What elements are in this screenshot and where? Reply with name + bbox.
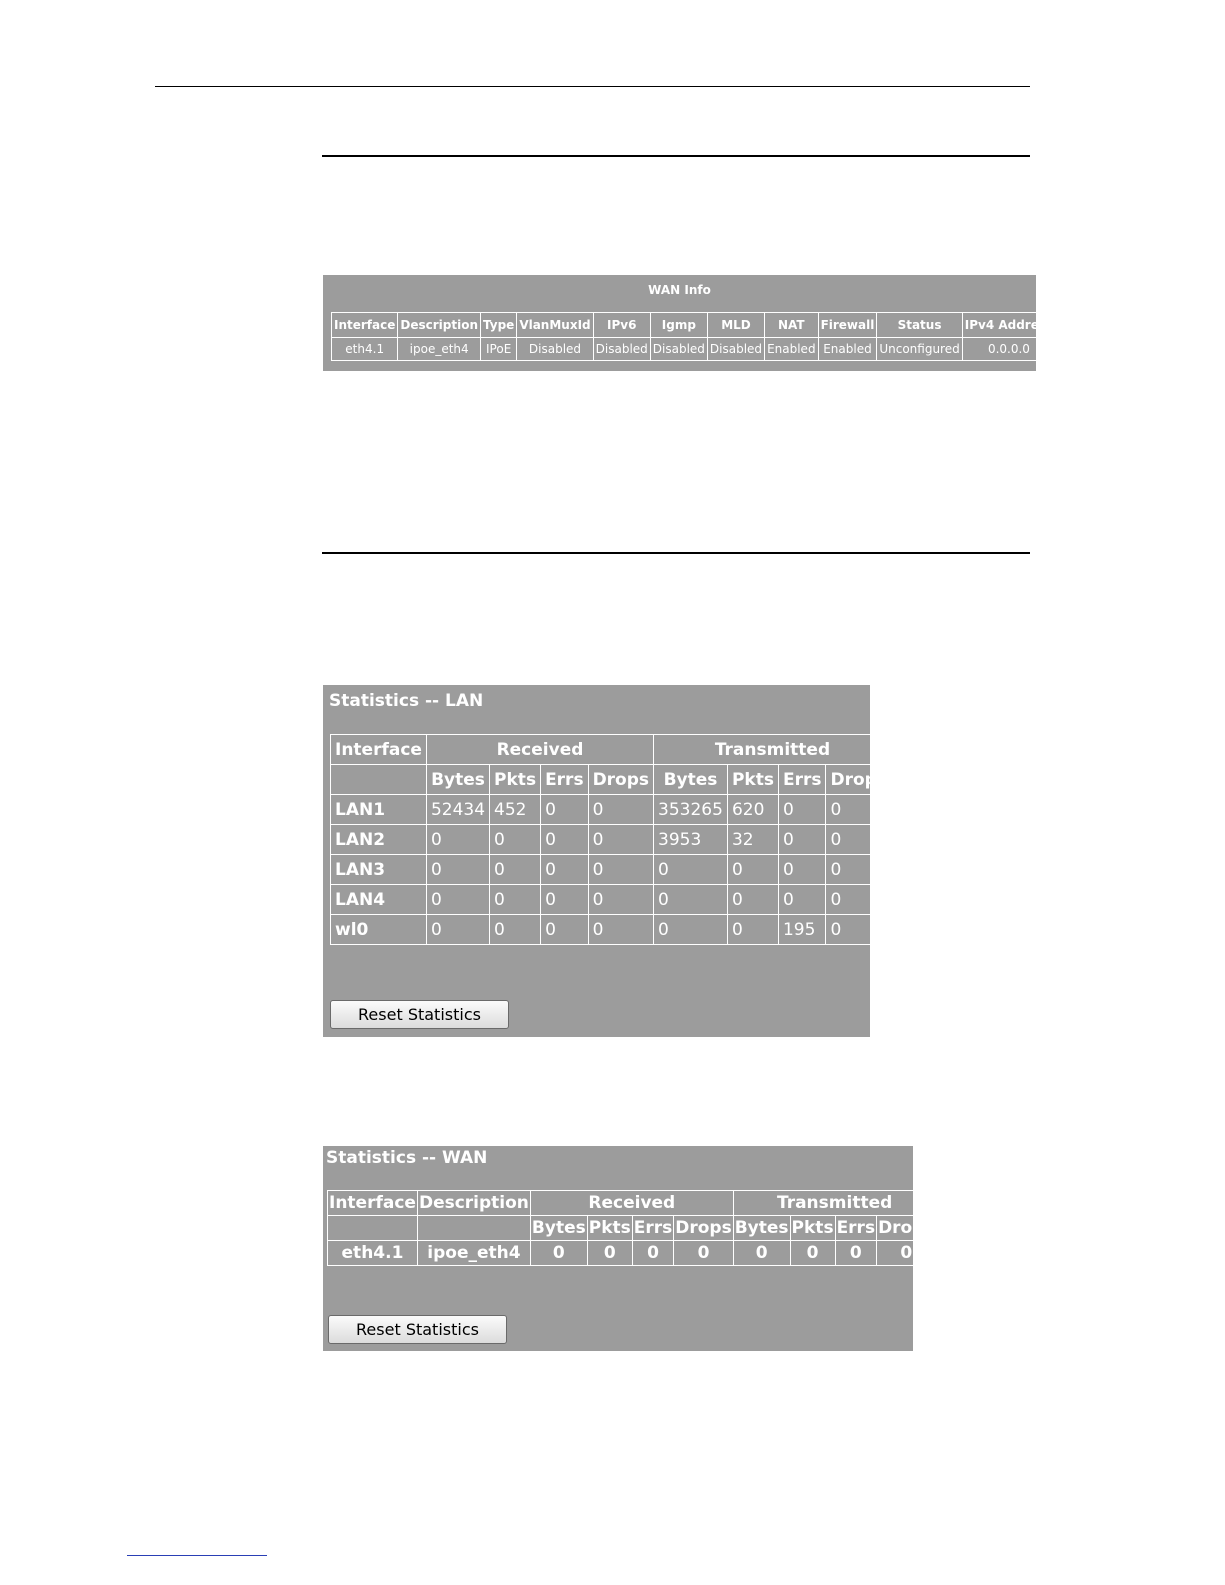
col-empty <box>328 1216 418 1241</box>
cell-rx-drops: 0 <box>588 855 653 885</box>
col-description: Description <box>417 1191 530 1216</box>
cell-rx-pkts: 0 <box>587 1241 632 1266</box>
col-interface: Interface <box>331 735 427 765</box>
cell-interface: eth4.1 <box>328 1241 418 1266</box>
cell-mld: Disabled <box>707 338 764 361</box>
cell-tx-drops: 0 <box>877 1241 936 1266</box>
col-group-transmitted: Transmitted <box>733 1191 936 1216</box>
section-divider-statistics <box>322 552 1030 554</box>
wan-info-table <box>331 312 1056 361</box>
row-interface: LAN2 <box>331 825 427 855</box>
col-ipv6: IPv6 <box>593 313 650 338</box>
cell-rx-drops: 0 <box>588 825 653 855</box>
col-nat: NAT <box>765 313 819 338</box>
statistics-wan-panel <box>323 1146 935 1351</box>
statistics-wan-title: Statistics -- WAN <box>326 1148 488 1168</box>
cell-rx-errs: 0 <box>541 795 589 825</box>
cell-rx-errs: 0 <box>632 1241 674 1266</box>
col-vlanmuxid: VlanMuxId <box>517 313 593 338</box>
col-tx-bytes: Bytes <box>654 765 728 795</box>
cell-description: ipoe_eth4 <box>417 1241 530 1266</box>
wan-subheader-row <box>328 1216 937 1241</box>
col-rx-drops: Drops <box>674 1216 733 1241</box>
col-tx-drops: Drops <box>826 765 891 795</box>
cell-rx-pkts: 452 <box>490 795 541 825</box>
cell-ipv6: Disabled <box>593 338 650 361</box>
col-tx-drops: Drops <box>877 1216 936 1241</box>
col-group-received: Received <box>530 1191 733 1216</box>
cell-rx-errs: 0 <box>541 825 589 855</box>
cell-rx-pkts: 0 <box>490 825 541 855</box>
col-rx-bytes: Bytes <box>530 1216 587 1241</box>
cell-rx-pkts: 0 <box>490 915 541 945</box>
col-rx-bytes: Bytes <box>426 765 489 795</box>
col-tx-bytes: Bytes <box>733 1216 790 1241</box>
reset-statistics-lan-button[interactable]: Reset Statistics <box>330 1000 509 1029</box>
col-igmp: Igmp <box>650 313 707 338</box>
table-row <box>332 338 1056 361</box>
col-group-received: Received <box>426 735 653 765</box>
cell-rx-bytes: 0 <box>426 855 489 885</box>
cell-tx-errs: 0 <box>778 825 826 855</box>
col-tx-errs: Errs <box>835 1216 877 1241</box>
cell-igmp: Disabled <box>650 338 707 361</box>
cell-interface: eth4.1 <box>332 338 398 361</box>
cell-nat: Enabled <box>765 338 819 361</box>
cell-vlanmuxid: Disabled <box>517 338 593 361</box>
col-mld: MLD <box>707 313 764 338</box>
page-header-rule <box>155 86 1030 87</box>
cell-rx-errs: 0 <box>541 915 589 945</box>
cell-tx-errs: 0 <box>778 855 826 885</box>
wan-info-title: WAN Info <box>648 283 711 297</box>
cell-tx-bytes: 3953 <box>654 825 728 855</box>
cell-rx-errs: 0 <box>541 885 589 915</box>
table-row <box>331 825 892 855</box>
cell-rx-bytes: 0 <box>426 915 489 945</box>
cell-tx-pkts: 32 <box>727 825 778 855</box>
cell-rx-drops: 0 <box>674 1241 733 1266</box>
col-status: Status <box>877 313 962 338</box>
section-divider-wan-info <box>322 155 1030 157</box>
cell-tx-bytes: 0 <box>654 915 728 945</box>
col-description: Description <box>398 313 481 338</box>
col-ipv4-address: IPv4 Address <box>962 313 1055 338</box>
wan-info-panel <box>323 275 1054 371</box>
cell-tx-drops: 0 <box>826 855 891 885</box>
cell-tx-pkts: 0 <box>727 885 778 915</box>
cell-rx-errs: 0 <box>541 855 589 885</box>
cell-tx-errs: 0 <box>778 795 826 825</box>
cell-rx-drops: 0 <box>588 915 653 945</box>
cell-tx-pkts: 620 <box>727 795 778 825</box>
col-rx-pkts: Pkts <box>587 1216 632 1241</box>
cell-tx-pkts: 0 <box>727 855 778 885</box>
cell-tx-errs: 195 <box>778 915 826 945</box>
footnote-rule <box>127 1555 267 1556</box>
cell-rx-bytes: 0 <box>530 1241 587 1266</box>
col-rx-errs: Errs <box>541 765 589 795</box>
cell-status: Unconfigured <box>877 338 962 361</box>
cell-tx-drops: 0 <box>826 795 891 825</box>
statistics-lan-panel <box>323 685 887 1037</box>
cell-tx-bytes: 0 <box>733 1241 790 1266</box>
col-type: Type <box>481 313 517 338</box>
row-interface: LAN3 <box>331 855 427 885</box>
row-interface: LAN1 <box>331 795 427 825</box>
col-interface: Interface <box>332 313 398 338</box>
col-rx-pkts: Pkts <box>490 765 541 795</box>
cell-tx-drops: 0 <box>826 885 891 915</box>
statistics-lan-table <box>330 734 892 945</box>
col-rx-drops: Drops <box>588 765 653 795</box>
cell-rx-pkts: 0 <box>490 885 541 915</box>
cell-rx-pkts: 0 <box>490 855 541 885</box>
wan-header-row <box>328 1191 937 1216</box>
col-empty <box>417 1216 530 1241</box>
table-row <box>328 1241 937 1266</box>
cell-firewall: Enabled <box>818 338 877 361</box>
col-tx-pkts: Pkts <box>727 765 778 795</box>
cell-rx-drops: 0 <box>588 795 653 825</box>
cell-tx-errs: 0 <box>835 1241 877 1266</box>
cell-rx-bytes: 0 <box>426 825 489 855</box>
cell-ipv4-address: 0.0.0.0 <box>962 338 1055 361</box>
cell-rx-bytes: 52434 <box>426 795 489 825</box>
cell-tx-bytes: 353265 <box>654 795 728 825</box>
lan-subheader-row <box>331 765 892 795</box>
statistics-lan-title: Statistics -- LAN <box>329 691 484 711</box>
table-row <box>331 855 892 885</box>
cell-tx-bytes: 0 <box>654 885 728 915</box>
table-row <box>331 795 892 825</box>
col-tx-errs: Errs <box>778 765 826 795</box>
table-row <box>331 885 892 915</box>
table-row <box>331 915 892 945</box>
reset-statistics-wan-button[interactable]: Reset Statistics <box>328 1315 507 1344</box>
cell-rx-drops: 0 <box>588 885 653 915</box>
lan-header-row <box>331 735 892 765</box>
col-group-transmitted: Transmitted <box>654 735 892 765</box>
cell-type: IPoE <box>481 338 517 361</box>
cell-tx-errs: 0 <box>778 885 826 915</box>
cell-tx-pkts: 0 <box>790 1241 835 1266</box>
col-firewall: Firewall <box>818 313 877 338</box>
cell-description: ipoe_eth4 <box>398 338 481 361</box>
row-interface: wl0 <box>331 915 427 945</box>
col-tx-pkts: Pkts <box>790 1216 835 1241</box>
row-interface: LAN4 <box>331 885 427 915</box>
cell-tx-pkts: 0 <box>727 915 778 945</box>
col-empty <box>331 765 427 795</box>
col-rx-errs: Errs <box>632 1216 674 1241</box>
wan-info-header-row <box>332 313 1056 338</box>
cell-tx-bytes: 0 <box>654 855 728 885</box>
statistics-wan-table <box>327 1190 937 1266</box>
cell-tx-drops: 0 <box>826 825 891 855</box>
cell-rx-bytes: 0 <box>426 885 489 915</box>
col-interface: Interface <box>328 1191 418 1216</box>
cell-tx-drops: 0 <box>826 915 891 945</box>
